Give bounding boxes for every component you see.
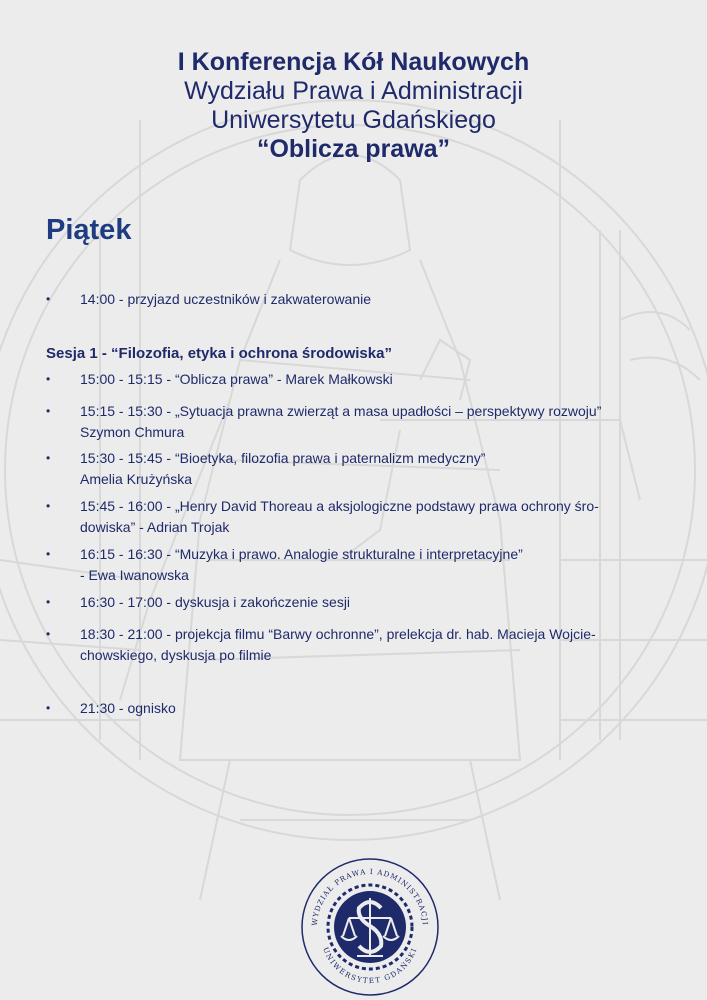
item-line-1: 16:30 - 17:00 - dyskusja i zakończenie sesji xyxy=(80,594,351,610)
item-text xyxy=(80,544,680,586)
item-line-1: 15:45 - 16:00 - „Henry David Thoreau a aksjologiczne podstawy prawa ochrony śro- xyxy=(80,498,599,514)
header-line-2: Wydziału Prawa i Administracji xyxy=(184,77,523,105)
bullet: • xyxy=(46,595,51,609)
item-line-1: 16:15 - 16:30 - “Muzyka i prawo. Analogie strukturalne i interpretacyjne” xyxy=(80,546,523,562)
header-line-3: Uniwersytetu Gdańskiego xyxy=(211,106,496,134)
item-text: 21:30 - ognisko xyxy=(80,700,176,716)
item-line-2: chowskiego, dyskusja po filmie xyxy=(80,647,272,663)
item-line-1: 18:30 - 21:00 - projekcja filmu “Barwy ochronne”, prelekcja dr. hab. Macieja Wojcie- xyxy=(80,626,596,642)
faculty-logo-icon xyxy=(299,856,441,998)
item-line-1: 15:30 - 15:45 - “Bioetyka, filozofia prawa i paternalizm medyczny” xyxy=(80,450,486,466)
item-line-2: - Ewa Iwanowska xyxy=(80,567,189,583)
day-heading: Piątek xyxy=(46,214,132,246)
item-text xyxy=(80,401,680,443)
item-line-2: dowiska” - Adrian Trojak xyxy=(80,519,230,535)
item-text: 14:00 - przyjazd uczestników i zakwaterowanie xyxy=(80,291,372,307)
item-text xyxy=(80,369,680,390)
header-line-1: I Konferencja Kół Naukowych xyxy=(177,48,530,76)
bullet: • xyxy=(46,547,51,561)
logo-arc-bottom: UNIWERSYTET GDAŃSKI xyxy=(321,945,419,986)
item-text xyxy=(80,448,680,490)
item-text xyxy=(80,496,680,538)
bullet: • xyxy=(46,701,51,715)
item-line-2: Amelia Krużyńska xyxy=(80,471,193,487)
header-line-4: “Oblicza prawa” xyxy=(256,135,451,163)
bullet: • xyxy=(46,451,51,465)
bullet: • xyxy=(46,292,51,306)
item-line-2: Szymon Chmura xyxy=(80,424,185,440)
item-line-1: 15:00 - 15:15 - “Oblicza prawa” - Marek Małkowski xyxy=(80,371,393,387)
bullet: • xyxy=(46,404,51,418)
item-text xyxy=(80,624,680,666)
session-title: Sesja 1 - “Filozofia, etyka i ochrona środowiska” xyxy=(46,345,392,362)
bullet: • xyxy=(46,627,51,641)
conference-header xyxy=(0,48,707,164)
bullet: • xyxy=(46,499,51,513)
bullet: • xyxy=(46,372,51,386)
item-text xyxy=(80,592,680,613)
logo-arc-top: WYDZIAŁ PRAWA I ADMINISTRACJI xyxy=(309,866,431,927)
item-line-1: 15:15 - 15:30 - „Sytuacja prawna zwierząt a masa upadłości – perspektywy rozwoju” xyxy=(80,403,602,419)
